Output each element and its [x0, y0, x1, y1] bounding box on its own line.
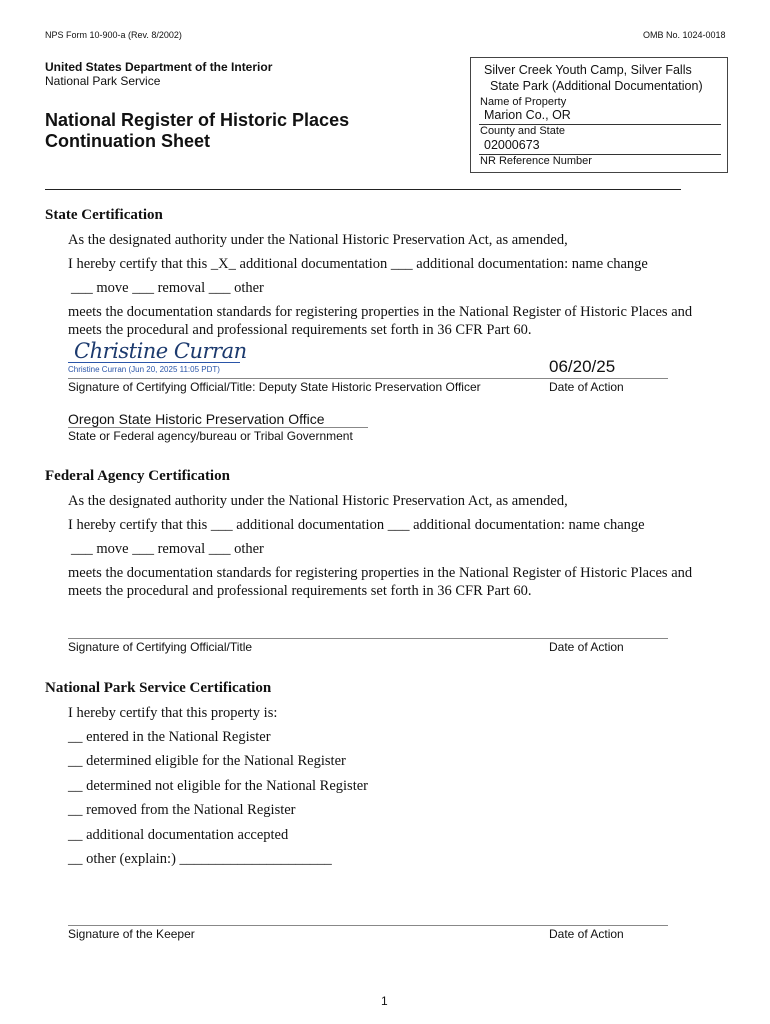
- federal-cert-heading: Federal Agency Certification: [45, 468, 230, 484]
- state-sig-label: Signature of Certifying Official/Title: Deputy State Historic Preservation Officer: [68, 380, 481, 394]
- signature-underline: [68, 362, 240, 363]
- county-state-label: County and State: [480, 125, 566, 137]
- property-name-label: Name of Property: [480, 96, 567, 108]
- state-cert-line1: As the designated authority under the National Historic Preservation Act, as amended,: [68, 232, 568, 248]
- state-agency-line: [68, 427, 368, 428]
- federal-cert-line4: meets the documentation standards for registering properties in the National Register of Historic Places and: [68, 565, 693, 581]
- federal-cert-line3: ___ move ___ removal ___ other: [71, 541, 264, 557]
- federal-cert-line1: As the designated authority under the National Historic Preservation Act, as amended,: [68, 493, 568, 509]
- state-cert-date: 06/20/25: [549, 357, 616, 376]
- omb-number: OMB No. 1024-0018: [643, 30, 726, 40]
- keeper-sig-line: [68, 925, 668, 926]
- nps-option-additional-doc: __ additional documentation accepted: [68, 827, 289, 843]
- state-agency-value: Oregon State Historic Preservation Office: [68, 411, 325, 427]
- nr-number-value: 02000673: [484, 138, 540, 152]
- nps-option-not-eligible: __ determined not eligible for the National Register: [68, 778, 368, 794]
- header-divider: [45, 189, 681, 190]
- federal-cert-line2: I hereby certify that this ___ additional documentation ___ additional documentation: name change: [68, 517, 645, 533]
- state-agency-label: State or Federal agency/bureau or Tribal Government: [68, 429, 353, 443]
- nps-option-eligible: __ determined eligible for the National Register: [68, 753, 346, 769]
- page-subtitle: Continuation Sheet: [45, 131, 210, 151]
- nps-cert-intro: I hereby certify that this property is:: [68, 705, 278, 721]
- county-state-value: Marion Co., OR: [484, 108, 571, 122]
- signature-script: Christine Curran: [74, 339, 247, 363]
- property-name-line1: Silver Creek Youth Camp, Silver Falls: [484, 63, 692, 77]
- nps-option-other: __ other (explain:) _____________________: [68, 851, 332, 867]
- page-number: 1: [381, 994, 388, 1008]
- federal-sig-line: [68, 638, 668, 639]
- federal-cert-line5: meets the procedural and professional requirements set forth in 36 CFR Part 60.: [68, 583, 532, 599]
- property-info-box: [470, 57, 728, 173]
- department-name: United States Department of the Interior: [45, 60, 273, 74]
- state-cert-line5: meets the procedural and professional requirements set forth in 36 CFR Part 60.: [68, 322, 532, 338]
- property-name-line2: State Park (Additional Documentation): [490, 79, 703, 93]
- state-cert-line4: meets the documentation standards for registering properties in the National Register of Historic Places and: [68, 304, 693, 320]
- form-number: NPS Form 10-900-a (Rev. 8/2002): [45, 30, 182, 40]
- state-sig-line: [68, 378, 668, 379]
- nps-option-entered: __ entered in the National Register: [68, 729, 271, 745]
- page-title: National Register of Historic Places: [45, 110, 350, 130]
- nr-number-label: NR Reference Number: [480, 155, 592, 167]
- agency-name: National Park Service: [45, 74, 161, 88]
- keeper-sig-label: Signature of the Keeper: [68, 927, 195, 941]
- federal-sig-label: Signature of Certifying Official/Title: [68, 640, 253, 654]
- state-cert-line2: I hereby certify that this _X_ additional documentation ___ additional documentation: name change: [68, 256, 648, 272]
- state-cert-line3: ___ move ___ removal ___ other: [71, 280, 264, 296]
- keeper-date-label: Date of Action: [549, 927, 624, 941]
- state-cert-heading: State Certification: [45, 207, 163, 223]
- nps-option-removed: __ removed from the National Register: [68, 802, 296, 818]
- state-date-label: Date of Action: [549, 380, 624, 394]
- signature-stamp: Christine Curran (Jun 20, 2025 11:05 PDT): [68, 365, 220, 374]
- nps-cert-heading: National Park Service Certification: [45, 680, 272, 696]
- federal-date-label: Date of Action: [549, 640, 624, 654]
